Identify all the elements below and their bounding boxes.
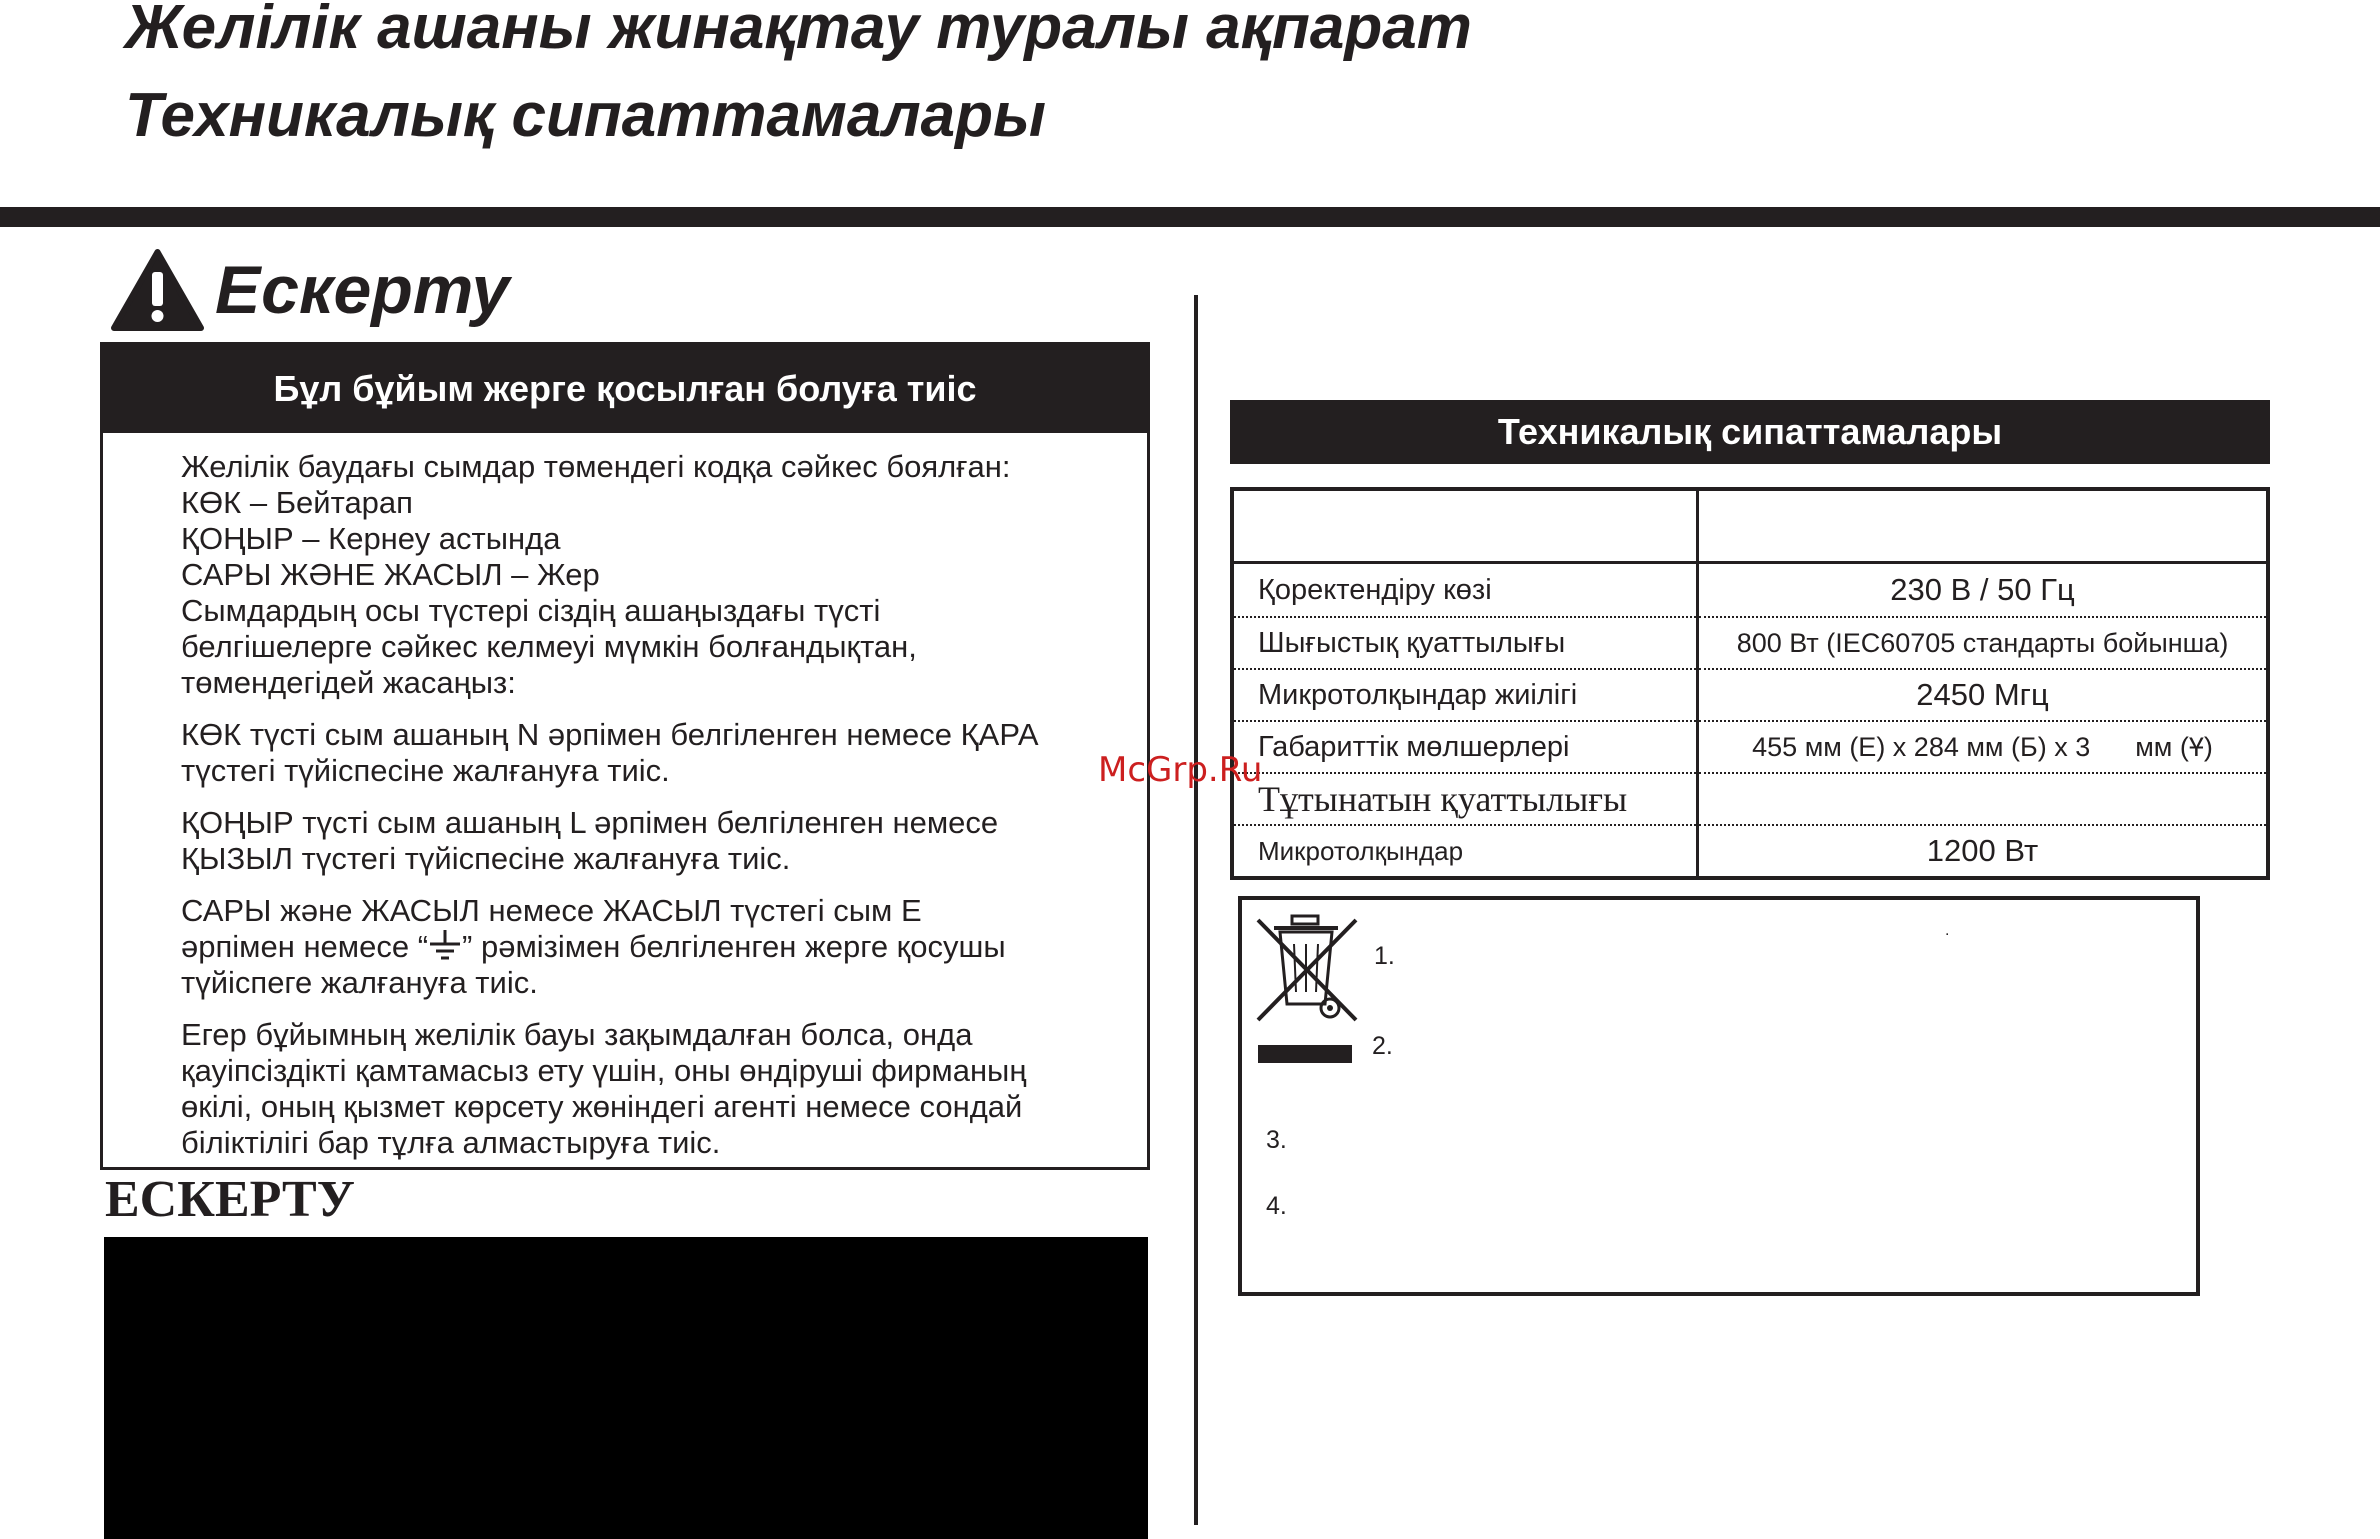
page-title-line1: Желілік ашаны жинақтау туралы ақпарат: [125, 0, 1472, 62]
spec-label: Қоректендіру көзі: [1232, 563, 1698, 618]
text-line: өкілі, оның қызмет көрсету жөніндегі агенті немесе сондай: [181, 1089, 1023, 1124]
text-line: ҚОҢЫР – Кернеу астында: [181, 521, 561, 556]
spec-label: Тұтынатын қуаттылығы: [1232, 773, 1698, 825]
grounding-box: [100, 342, 1150, 1170]
table-row: [1232, 563, 2268, 618]
black-bar-icon: [1258, 1045, 1352, 1063]
warning-triangle-icon: [110, 248, 205, 332]
warning-heading-text: Ескерту: [215, 252, 510, 328]
table-row: [1232, 489, 2268, 563]
text-line: төмендегідей жасаңыз:: [181, 665, 516, 700]
table-row: [1232, 669, 2268, 721]
caution-black-box: [104, 1237, 1148, 1539]
specs-title: Техникалық сипаттамалары: [1230, 400, 2270, 464]
text-line-ground: [181, 929, 1006, 965]
text-fragment: әрпімен немесе “: [181, 929, 429, 964]
page-title-line2: Техникалық сипаттамалары: [125, 81, 1046, 150]
text-line: КӨК түсті сым ашаның N әрпімен белгіленген немесе ҚАРА: [181, 717, 1039, 752]
spec-label: Габариттік мөлшерлері: [1232, 721, 1698, 773]
disposal-box: [1238, 896, 2200, 1296]
text-line: түйіспеге жалғануға тиіс.: [181, 965, 538, 1000]
watermark: McGrp.Ru: [1098, 750, 1263, 790]
table-row: [1232, 773, 2268, 825]
warning-heading: [110, 240, 509, 340]
table-row: [1232, 721, 2268, 773]
spec-value: 800 Вт (IEC60705 стандарты бойынша): [1698, 617, 2269, 669]
text-line: КӨК – Бейтарап: [181, 485, 413, 520]
text-line: ҚОҢЫР түсті сым ашаның L әрпімен белгіленген немесе: [181, 805, 999, 840]
specs-table: [1230, 487, 2270, 880]
text-line: Сымдардың осы түстері сіздің ашаңыздағы түсті: [181, 593, 881, 628]
list-number: 2.: [1372, 1032, 1393, 1060]
column-divider: [1194, 295, 1198, 1525]
spec-value: 455 мм (Е) x 284 мм (Б) x 3 мм (Ұ): [1698, 721, 2269, 773]
spec-label: Микротолқындар жиілігі: [1232, 669, 1698, 721]
list-number: 3.: [1266, 1126, 1287, 1154]
text-line: біліктілігі бар тұлға алмастыруға тиіс.: [181, 1125, 721, 1160]
spec-label: Микротолқындар: [1232, 825, 1698, 878]
stray-dot: .: [1945, 922, 1950, 939]
text-fragment: ” рәмізімен белгіленген жерге қосушы: [462, 929, 1006, 964]
text-line: қауіпсіздікті қамтамасыз ету үшін, оны өндіруші фирманың: [181, 1053, 1027, 1088]
text-line: Егер бұйымның желілік бауы зақымдалған болса, онда: [181, 1017, 973, 1052]
crossed-bin-icon: [1252, 912, 1362, 1028]
spec-value: 1200 Вт: [1698, 825, 2269, 878]
text-line: САРЫ ЖӘНЕ ЖАСЫЛ – Жер: [181, 557, 600, 592]
ground-symbol-icon: [428, 930, 462, 962]
table-row: [1232, 617, 2268, 669]
spec-value: 230 В / 50 Гц: [1698, 563, 2269, 618]
spec-value: [1698, 773, 2269, 825]
caution-label: ЕСКЕРТУ: [105, 1171, 355, 1228]
text-line: түстегі түйіспесіне жалғануға тиіс.: [181, 753, 670, 788]
text-line: белгішелерге сәйкес келмеуі мүмкін болғандықтан,: [181, 629, 917, 664]
table-row: [1232, 825, 2268, 878]
text-line: Желілік баудағы сымдар төмендегі кодқа сәйкес боялған:: [181, 449, 1011, 484]
spec-value: 2450 Мгц: [1698, 669, 2269, 721]
grounding-box-title: Бұл бұйым жерге қосылған болуға тиіс: [103, 345, 1147, 433]
text-line: САРЫ және ЖАСЫЛ немесе ЖАСЫЛ түстегі сым E: [181, 893, 922, 928]
header-divider: [0, 207, 2380, 227]
text-line: ҚЫЗЫЛ түстегі түйіспесіне жалғануға тиіс.: [181, 841, 791, 876]
list-number: 1.: [1374, 942, 1395, 970]
list-number: 4.: [1266, 1192, 1287, 1220]
spec-label: Шығыстық қуаттылығы: [1232, 617, 1698, 669]
